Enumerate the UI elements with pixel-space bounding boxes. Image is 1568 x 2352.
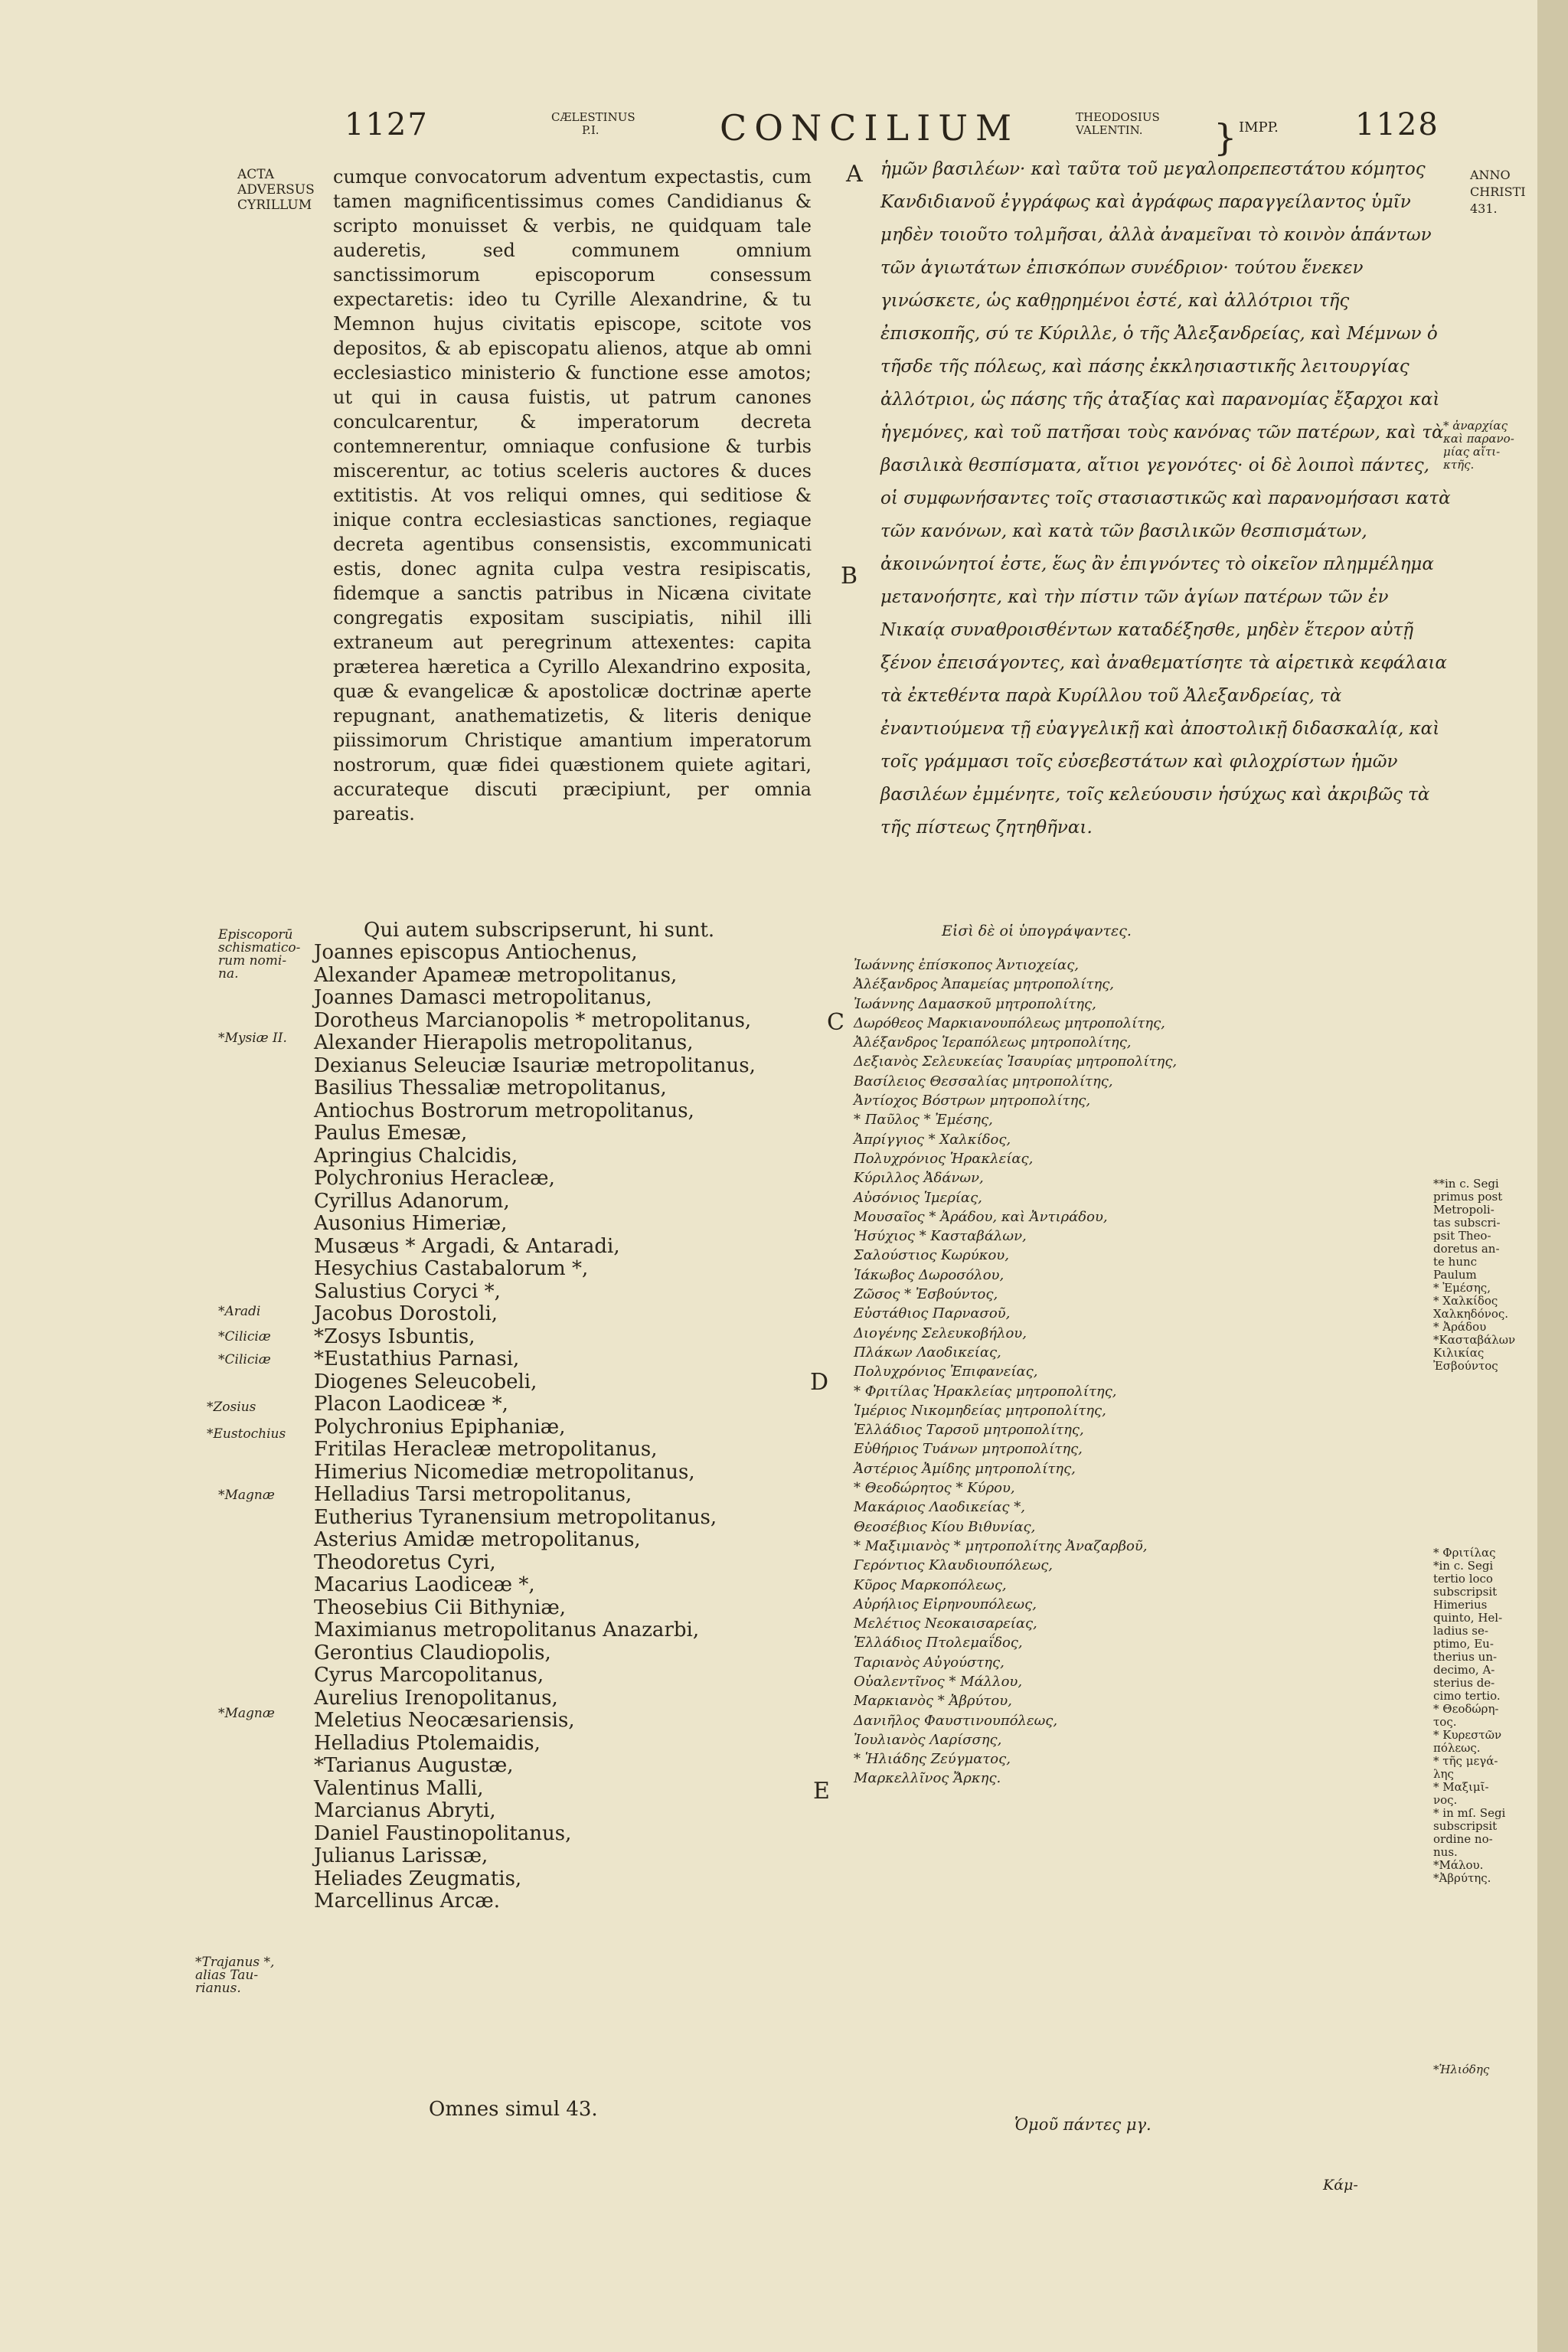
note-line: μίας αἴτι- xyxy=(1443,445,1501,459)
section-letter-e: E xyxy=(813,1778,830,1805)
latin-subscriber-item: Cyrillus Adanorum, xyxy=(314,1189,510,1213)
greek-subscriber-item: Κύριλλος Ἀδάνων, xyxy=(854,1170,984,1187)
margin-year: 431. xyxy=(1470,201,1498,216)
greek-subscriber-item: Ἰουλιανὸς Λαρίσσης, xyxy=(854,1731,1002,1748)
note-line: * Χαλκίδος xyxy=(1433,1294,1498,1308)
note-line: *Ἀβρύτης. xyxy=(1433,1871,1491,1885)
latin-subscriber-item: Theodoretus Cyri, xyxy=(314,1550,496,1574)
latin-subscriber-item: Diogenes Seleucobeli, xyxy=(314,1370,537,1393)
latin-subscriber-item: Jacobus Dorostoli, xyxy=(314,1302,498,1325)
note-line: * Ἐμέσης, xyxy=(1433,1281,1491,1295)
greek-subscriber-item: Μαρκελλῖνος Ἄρκης. xyxy=(854,1770,1001,1787)
greek-subscriber-item: * Θεοδώρητος * Κύρου, xyxy=(854,1480,1015,1497)
latin-subscriber-item: Polychronius Heracleæ, xyxy=(314,1167,555,1190)
note-line: sterius de- xyxy=(1433,1676,1495,1690)
greek-subscriber-item: Ἰωάννης ἐπίσκοπος Ἀντιοχείας, xyxy=(854,957,1080,973)
latin-subscriber-item: Antiochus Bostrorum metropolitanus, xyxy=(314,1099,694,1122)
note-line: πόλεως. xyxy=(1433,1741,1481,1755)
note-line: subscripsit xyxy=(1433,1819,1498,1833)
note-line: λης xyxy=(1433,1767,1454,1781)
note-line: cimo tertio. xyxy=(1433,1689,1501,1703)
left-margin-acta xyxy=(237,167,329,213)
latin-subscriber-item: Ausonius Himeriæ, xyxy=(314,1212,508,1235)
latin-subscriber-item: Alexander Apameæ metropolitanus, xyxy=(314,963,678,987)
latin-subscriber-item: Theosebius Cii Bithyniæ, xyxy=(314,1596,567,1619)
greek-subscriber-list xyxy=(854,956,1459,1788)
note-line: tertio loco xyxy=(1433,1572,1493,1586)
note-line: Κιλικίας xyxy=(1433,1346,1485,1360)
note-line: ptimo, Eu- xyxy=(1433,1637,1494,1651)
latin-subscriber-item: Placon Laodiceæ *, xyxy=(314,1393,508,1416)
note-line: * in mſ. Segi xyxy=(1433,1806,1506,1820)
latin-subscriber-item: *Eustathius Parnasi, xyxy=(314,1348,520,1370)
latin-subscriber-item: Basilius Thessaliæ metropolitanus, xyxy=(314,1076,667,1099)
greek-subscriber-item: Ἀντίοχος Βόστρων μητροπολίτης, xyxy=(854,1093,1091,1109)
note-line: te hunc xyxy=(1433,1255,1478,1269)
greek-subscriber-item: Ἰωάννης Δαμασκοῦ μητροπολίτης, xyxy=(854,995,1096,1012)
note-line: ladius se- xyxy=(1433,1624,1488,1638)
note-line: ordine no- xyxy=(1433,1832,1493,1846)
latin-subscriber-item: Polychronius Epiphaniæ, xyxy=(314,1415,566,1439)
margin-note-anarchias xyxy=(1443,420,1527,472)
catchword: Κάμ- xyxy=(1323,2177,1358,2194)
margin-note-ciliciae-2: *Ciliciæ xyxy=(218,1352,271,1367)
latin-subscriber-item: Hesychius Castabalorum *, xyxy=(314,1257,589,1280)
note-line: nus. xyxy=(1433,1845,1458,1859)
latin-subscriber-item: Helladius Ptolemaidis, xyxy=(314,1731,541,1755)
header-emperor-1: THEODOSIUS xyxy=(1076,110,1160,124)
note-line: *Μάλου. xyxy=(1433,1858,1484,1872)
note-line: Episcoporū xyxy=(218,927,293,942)
greek-paragraph: ἡμῶν βασιλέων· καὶ ταῦτα τοῦ μεγαλοπρεπεστάτου κόμητος Κανδιδιανοῦ ἐγγράφως καὶ ἀγράφως παραγγείλαντος ὑμῖν μηδὲν τοιοῦτο τολμῆσαι, ἀλλὰ ἀναμεῖναι τὸ κοινὸν ἁπάντων τῶν ἁγιωτάτων ἐπισκόπων συνέδριον· τούτου ἕνεκεν γινώσκετε, ὡς καθῃρημένοι ἐστέ, καὶ ἀλλότριοι τῆς ἐπισκοπῆς, σύ τε Κύριλλε, ὁ τῆς Ἀλεξανδρείας, καὶ Μέμνων ὁ τῆσδε τῆς πόλεως, καὶ πάσης ἐκκλησιαστικῆς λειτουργίας ἀλλότριοι, ὡς πάσης τῆς ἀταξίας καὶ παρανομίας ἔξαρχοι καὶ ἡγεμόνες, καὶ τοῦ πατῆσαι τοὺς κανόνας τῶν πατέρων, καὶ τὰ βασιλικὰ θεσπίσματα, αἴτιοι γεγονότες· οἱ δὲ λοιποὶ πάντες, οἱ συμφωνήσαντες τοῖς στασιαστικῶς καὶ παρανομήσασι κατὰ τῶν κανόνων, καὶ κατὰ τῶν βασιλικῶν θεσπισμάτων, ἀκοινώνητοί ἐστε, ἕως ἂν ἐπιγνόντες τὸ οἰκεῖον πλημμέλημα μετανοήσητε, καὶ τὴν πίστιν τῶν ἁγίων πατέρων τῶν ἐν Νικαίᾳ συναθροισθέντων καταδέξησθε, μηδὲν ἕτερον αὐτῇ ξένον ἐπεισάγοντες, καὶ ἀναθεματίσητε τὰ αἱρετικὰ κεφάλαια τὰ ἐκτεθέντα παρὰ Κυρίλλου τοῦ Ἀλεξανδρείας, τὰ ἐναντιούμενα τῇ εὐαγγελικῇ καὶ ἀποστολικῇ διδασκαλίᾳ, καὶ τοῖς γράμμασι τοῖς εὐσεβεστάτων καὶ φιλοχρίστων ἡμῶν βασιλέων ἐμμένητε, τοῖς κελεύουσιν ἡσύχως καὶ ἀκριβῶς τὰ τῆς πίστεως ζητηθῆναι. xyxy=(880,159,1451,838)
latin-subscriber-item: Himerius Nicomediæ metropolitanus, xyxy=(314,1460,695,1484)
right-page-number: 1128 xyxy=(1355,107,1439,142)
latin-column-text xyxy=(333,165,812,826)
greek-subscriber-item: Εὐθήριος Τυάνων μητροπολίτης, xyxy=(854,1441,1083,1458)
margin-note-ciliciae-1: *Ciliciæ xyxy=(218,1329,271,1344)
latin-subscriber-item: Maximianus metropolitanus Anazarbi, xyxy=(314,1619,700,1642)
note-line: * Ἀράδου xyxy=(1433,1320,1487,1334)
note-line: τος. xyxy=(1433,1715,1457,1729)
margin-note-magnae-1: *Magnæ xyxy=(218,1488,275,1503)
greek-subscriber-item: Σαλούστιος Κωρύκου, xyxy=(854,1247,1009,1264)
header-impp: IMPP. xyxy=(1239,119,1279,136)
latin-subscriber-item: Dexianus Seleuciæ Isauriæ metropolitanus, xyxy=(314,1054,756,1077)
note-line: Ἐσβούντος xyxy=(1433,1359,1498,1373)
note-line: * ἀναρχίας xyxy=(1443,419,1508,433)
margin-note-episcoporum xyxy=(218,929,310,981)
greek-subscriber-item: Ἱμέριος Νικομηδείας μητροπολίτης, xyxy=(854,1402,1106,1419)
note-line: * τῆς μεγά- xyxy=(1433,1754,1498,1768)
header-pope-name: CÆLESTINUS xyxy=(551,110,635,124)
margin-note-heliodes: *Ἡλιόδης xyxy=(1433,2063,1490,2076)
margin-note-aradi: *Aradi xyxy=(218,1304,261,1319)
note-line: Himerius xyxy=(1433,1598,1488,1612)
latin-subscriber-item: Joannes Damasci metropolitanus, xyxy=(314,986,652,1009)
note-line: decimo, A- xyxy=(1433,1663,1495,1677)
greek-subscriber-item: Ζῶσος * Ἐσβούντος, xyxy=(854,1286,998,1303)
greek-subscriber-item: Βασίλειος Θεσσαλίας μητροπολίτης, xyxy=(854,1073,1113,1089)
greek-subscriber-item: Δανιῆλος Φαυστινουπόλεως, xyxy=(854,1712,1058,1729)
note-line: καὶ παρανο- xyxy=(1443,432,1514,446)
page-title: CONCILIUM xyxy=(720,107,1020,149)
note-line: * Φριτίλας xyxy=(1433,1546,1496,1560)
left-page-number: 1127 xyxy=(345,107,429,142)
greek-subscriber-item: Δωρόθεος Μαρκιανουπόλεως μητροπολίτης, xyxy=(854,1014,1165,1031)
greek-subscriber-item: * Φριτίλας Ἡρακλείας μητροπολίτης, xyxy=(854,1383,1117,1400)
note-line: νος. xyxy=(1433,1793,1458,1807)
latin-subscriber-item: Valentinus Malli, xyxy=(314,1776,484,1800)
latin-total: Omnes simul 43. xyxy=(429,2098,598,2121)
latin-subscriber-item: Asterius Amidæ metropolitanus, xyxy=(314,1528,641,1551)
margin-acta: ACTA xyxy=(237,167,274,182)
note-line: *Trajanus *, xyxy=(195,1955,275,1970)
margin-adversus: ADVERSUS xyxy=(237,182,315,198)
note-line: subscripsit xyxy=(1433,1585,1498,1599)
note-line: quinto, Hel- xyxy=(1433,1611,1503,1625)
greek-subscriber-item: Ἀλέξανδρος Ἱεραπόλεως μητροπολίτης, xyxy=(854,1034,1132,1051)
latin-subscriber-item: Heliades Zeugmatis, xyxy=(314,1867,522,1890)
note-line: Metropoli- xyxy=(1433,1203,1494,1217)
latin-subscriber-item: Apringius Chalcidis, xyxy=(314,1144,518,1168)
note-line: primus post xyxy=(1433,1190,1503,1204)
greek-subscriber-item: * Μαξιμιανὸς * μητροπολίτης Ἀναζαρβοῦ, xyxy=(854,1537,1148,1554)
header-pope-number: P.I. xyxy=(582,123,599,137)
greek-subscriber-item: Ἀπρίγγιος * Χαλκίδος, xyxy=(854,1131,1011,1148)
latin-subscriber-item: Marcellinus Arcæ. xyxy=(314,1890,501,1913)
margin-note-mysiae: *Mysiæ II. xyxy=(218,1031,287,1046)
brace-glyph: } xyxy=(1214,116,1237,159)
greek-subscriber-item: * Ἡλιάδης Ζεύγματος, xyxy=(854,1751,1011,1768)
margin-note-segi-1 xyxy=(1433,1178,1540,1373)
margin-anno: ANNO xyxy=(1470,168,1511,182)
margin-christi: CHRISTI xyxy=(1470,185,1526,199)
latin-subscriber-item: Salustius Coryci *, xyxy=(314,1279,501,1303)
latin-subscriber-item: Cyrus Marcopolitanus, xyxy=(314,1664,544,1687)
latin-subscriber-item: Aurelius Irenopolitanus, xyxy=(314,1686,558,1710)
greek-subscriber-item: Οὐαλεντῖνος * Μάλλου, xyxy=(854,1673,1023,1690)
greek-column-text xyxy=(880,153,1451,844)
note-line: rianus. xyxy=(195,1981,241,1996)
margin-note-magnae-2: *Magnæ xyxy=(218,1706,275,1721)
note-line: κτῆς. xyxy=(1443,458,1475,472)
greek-subscriber-item: Αὐσόνιος Ἱμερίας, xyxy=(854,1189,982,1206)
margin-note-trajanus xyxy=(195,1956,302,1995)
latin-subscriber-item: Daniel Faustinopolitanus, xyxy=(314,1821,572,1845)
page-gutter xyxy=(1537,0,1568,2352)
note-line: alias Tau- xyxy=(195,1968,259,1983)
greek-subscriber-item: * Παῦλος * Ἐμέσης, xyxy=(854,1112,993,1129)
note-line: rum nomi- xyxy=(218,953,287,969)
greek-subscriber-item: Μαρκιανὸς * Ἀβρύτου, xyxy=(854,1693,1012,1710)
note-line: Χαλκηδόνος. xyxy=(1433,1307,1509,1321)
greek-subscriber-item: Αὐρήλιος Εἰρηνουπόλεως, xyxy=(854,1596,1037,1612)
latin-subscriber-item: Eutherius Tyranensium metropolitanus, xyxy=(314,1505,717,1529)
greek-subscriber-item: Ἀλέξανδρος Ἀπαμείας μητροπολίτης, xyxy=(854,976,1115,993)
latin-subscriber-item: Paulus Emesæ, xyxy=(314,1122,468,1145)
greek-subscriber-item: Ἑλλάδιος Πτολεμαΐδος, xyxy=(854,1635,1023,1651)
latin-subscriber-item: Marcianus Abryti, xyxy=(314,1799,496,1822)
latin-subscriber-item: Helladius Tarsi metropolitanus, xyxy=(314,1483,632,1506)
greek-subscriber-item: Δεξιανὸς Σελευκείας Ἰσαυρίας μητροπολίτης, xyxy=(854,1054,1178,1070)
greek-subscriber-item: Κῦρος Μαρκοπόλεως, xyxy=(854,1576,1007,1593)
section-letter-d: D xyxy=(810,1369,829,1396)
greek-subscriber-item: Εὐστάθιος Παρνασοῦ, xyxy=(854,1305,1011,1322)
greek-subscriber-item: Ἡσύχιος * Κασταβάλων, xyxy=(854,1228,1027,1245)
header-emperor-2: VALENTIN. xyxy=(1076,123,1143,137)
greek-subscriber-item: Διογένης Σελευκοβήλου, xyxy=(854,1325,1027,1341)
latin-paragraph: cumque convocatorum adventum expectastis, cum tamen magnificentissimus comes Candidianus & scripto monuisset & verbis, ne quidquam tale auderetis, sed communem omnium sanctissimorum episcoporum consessum expectaretis: ideo tu Cyrille Alexandrine, & tu Memnon hujus civitatis episcope, scitote vos depositos, & ab episcopatu alienos, atque ab omni ecclesiastico ministerio & functione esse amotos; ut qui in causa fuistis, ut patrum canones conculcarentur, & imperatorum decreta contemnerentur, omniaque confusione & turbis miscerentur, ac totius sceleris auctores & duces extitistis. At vos reliqui omnes, qui seditiose & inique contra ecclesiasticas sanctiones, regiaque decreta agentibus consensistis, excommunicati estis, donec agnita culpa vestra resipiscatis, fidemque a sanctis patribus in Nicæna civitate congregatis expositam suscipiatis, nihil illi extraneum aut peregrinum attexentes: capita præterea hæretica a Cyrillo Alexandrino exposita, quæ & evangelicæ & apostolicæ doctrinæ aperte repugnant, anathematizetis, & literis denique piissimorum Christique amantium imperatorum nostrorum, quæ fidei quæstionem quiete agitari, accurateque discuti præcipiunt, per omnia pareatis. xyxy=(333,166,812,825)
margin-note-eustochius: *Eustochius xyxy=(207,1426,286,1442)
note-line: Paulum xyxy=(1433,1268,1477,1282)
latin-subscriber-item: Macarius Laodiceæ *, xyxy=(314,1573,535,1596)
margin-note-zosius: *Zosius xyxy=(207,1400,256,1415)
note-line: * Θεοδώρη- xyxy=(1433,1702,1499,1716)
latin-subscriber-item: Alexander Hierapolis metropolitanus, xyxy=(314,1031,694,1054)
latin-subscriber-item: Musæus * Argadi, & Antaradi, xyxy=(314,1234,620,1258)
latin-subscriber-item: Dorotheus Marcianopolis * metropolitanus, xyxy=(314,1008,752,1032)
section-letter-a: A xyxy=(846,161,863,188)
greek-subscriber-item: Πολυχρόνιος Ἡρακλείας, xyxy=(854,1150,1034,1167)
note-line: na. xyxy=(218,966,239,982)
note-line: *in c. Segi xyxy=(1433,1559,1494,1573)
latin-subscriber-item: *Zosys Isbuntis, xyxy=(314,1325,475,1348)
section-letter-b: B xyxy=(841,563,858,590)
margin-cyrillum: CYRILLUM xyxy=(237,198,312,213)
section-letter-c: C xyxy=(827,1009,844,1036)
latin-subscriber-item: Julianus Larissæ, xyxy=(314,1844,488,1867)
note-line: * Μαξιμῖ- xyxy=(1433,1780,1489,1794)
greek-subscriber-item: Θεοσέβιος Κίου Βιθυνίας, xyxy=(854,1518,1036,1535)
note-line: doretus an- xyxy=(1433,1242,1500,1256)
header-left-small xyxy=(551,111,635,165)
greek-subscriber-item: Πολυχρόνιος Ἐπιφανείας, xyxy=(854,1364,1038,1380)
note-line: *Κασταβάλων xyxy=(1433,1333,1516,1347)
latin-subscriber-list xyxy=(314,942,812,1913)
note-line: tas subscri- xyxy=(1433,1216,1501,1230)
greek-subscriber-item: Γερόντιος Κλαυδιουπόλεως, xyxy=(854,1557,1054,1574)
greek-subscriber-item: Μουσαῖος * Ἀράδου, καὶ Ἀντιράδου, xyxy=(854,1208,1108,1225)
note-line: schismatico- xyxy=(218,940,301,956)
note-line: * Κυρεστῶν xyxy=(1433,1728,1502,1742)
greek-subscriber-item: Ταριανὸς Αὐγούστης, xyxy=(854,1654,1004,1671)
greek-total: Ὁμοῦ πάντες μγ. xyxy=(1014,2115,1152,2134)
greek-intro: Εἰσὶ δὲ οἱ ὑπογράψαντες. xyxy=(942,923,1132,939)
right-margin-anno xyxy=(1470,167,1543,217)
greek-subscriber-item: Ἰάκωβος Δωροσόλου, xyxy=(854,1266,1004,1283)
greek-subscriber-item: Ἀστέριος Ἀμίδης μητροπολίτης, xyxy=(854,1460,1076,1477)
note-line: **in c. Segi xyxy=(1433,1177,1499,1191)
latin-subscriber-item: Gerontius Claudiopolis, xyxy=(314,1641,551,1664)
greek-subscriber-item: Μακάριος Λαοδικείας *, xyxy=(854,1499,1025,1516)
greek-subscriber-item: Μελέτιος Νεοκαισαρείας, xyxy=(854,1615,1037,1632)
note-line: therius un- xyxy=(1433,1650,1498,1664)
latin-subscriber-item: Meletius Neocæsariensis, xyxy=(314,1709,575,1732)
latin-subscriber-item: Joannes episcopus Antiochenus, xyxy=(314,941,638,964)
latin-intro: Qui autem subscripserunt, hi sunt. xyxy=(364,919,715,942)
latin-subscriber-item: Fritilas Heracleæ metropolitanus, xyxy=(314,1438,658,1461)
greek-subscriber-item: Πλάκων Λαοδικείας, xyxy=(854,1344,1001,1361)
note-line: psit Theo- xyxy=(1433,1229,1491,1243)
greek-subscriber-item: Ἑλλάδιος Ταρσοῦ μητροπολίτης, xyxy=(854,1422,1084,1439)
latin-subscriber-item: *Tarianus Augustæ, xyxy=(314,1754,514,1777)
margin-note-segi-2 xyxy=(1433,1547,1540,1885)
